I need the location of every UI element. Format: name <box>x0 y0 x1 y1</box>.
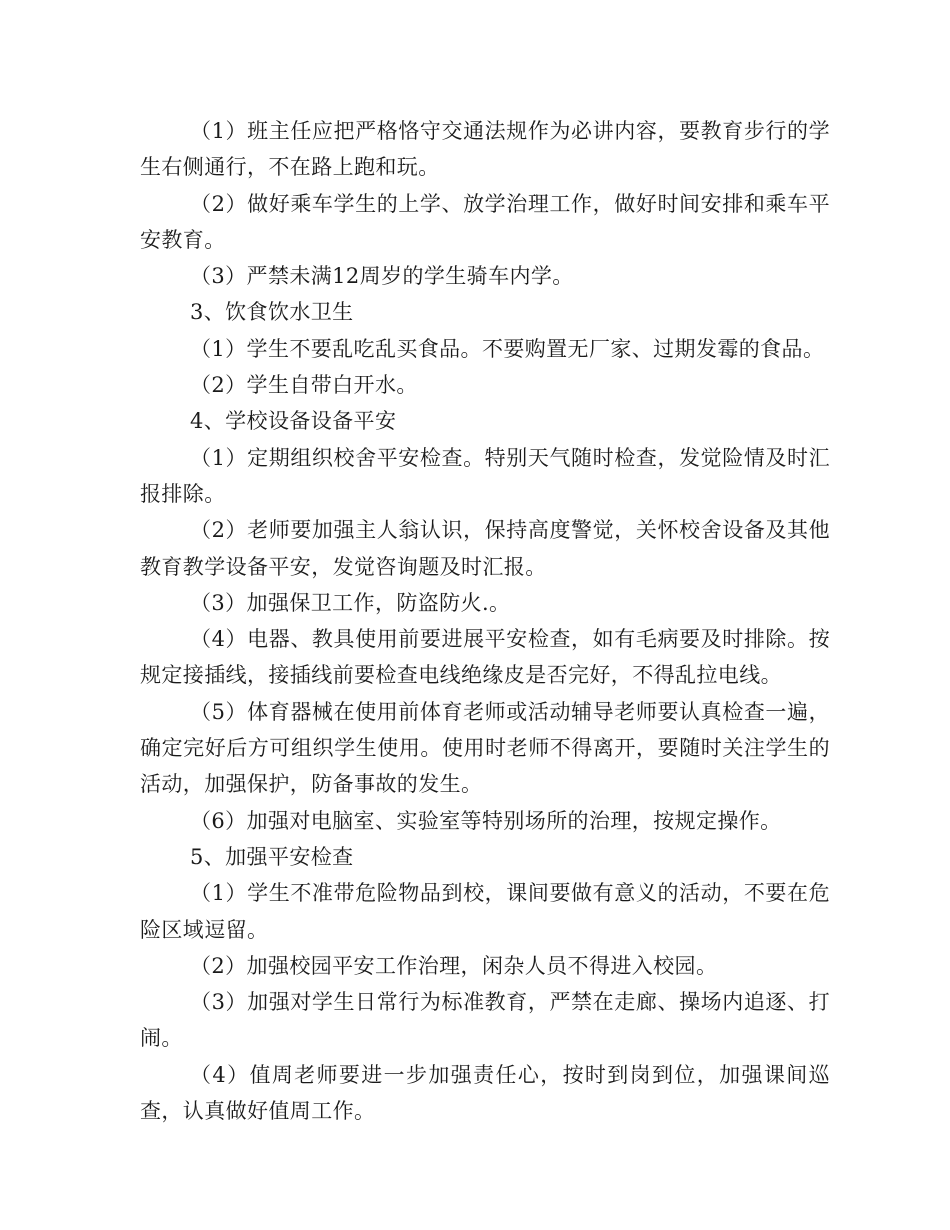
paragraph: （3）加强保卫工作，防盗防火.。 <box>190 590 511 615</box>
paragraph: （1）学生不要乱吃乱买食品。不要购置无厂家、过期发霉的食品。 <box>190 336 825 361</box>
paragraph: （6）加强对电脑室、实验室等特别场所的治理，按规定操作。 <box>190 808 782 833</box>
document-body <box>140 113 830 1129</box>
paragraph: （2）加强校园平安工作治理，闲杂人员不得进入校园。 <box>190 953 718 978</box>
paragraph: （2）学生自带白开水。 <box>190 373 418 398</box>
paragraph: （5）体育器械在使用前体育老师或活动辅导老师要认真检查一遍，确定完好后方可组织学生使用。使用时老师不得离开，要随时关注学生的活动，加强保护，防备事故的发生。 <box>140 699 830 797</box>
section-heading: 3、饮食饮水卫生 <box>190 300 354 325</box>
paragraph: （1）定期组织校舍平安检查。特别天气随时检查，发觉险情及时汇报排除。 <box>140 445 830 506</box>
section-heading: 4、学校设备设备平安 <box>190 409 397 434</box>
paragraph: （2）老师要加强主人翁认识，保持高度警觉，关怀校舍设备及其他教育教学设备平安，发觉咨询题及时汇报。 <box>140 518 830 579</box>
paragraph: （3）严禁未满12周岁的学生骑车内学。 <box>190 264 574 289</box>
paragraph: （1）班主任应把严格恪守交通法规作为必讲内容，要教育步行的学生右侧通行，不在路上跑和玩。 <box>140 119 830 180</box>
paragraph: （3）加强对学生日常行为标准教育，严禁在走廊、操场内追逐、打闹。 <box>140 990 830 1051</box>
paragraph: （2）做好乘车学生的上学、放学治理工作，做好时间安排和乘车平安教育。 <box>140 191 830 252</box>
paragraph: （4）电器、教具使用前要进展平安检查，如有毛病要及时排除。按规定接插线，接插线前要检查电线绝缘皮是否完好，不得乱拉电线。 <box>140 627 830 688</box>
paragraph: （1）学生不准带危险物品到校，课间要做有意义的活动，不要在危险区域逗留。 <box>140 881 830 942</box>
section-heading: 5、加强平安检查 <box>190 844 354 869</box>
paragraph: （4）值周老师要进一步加强责任心，按时到岗到位，加强课间巡查，认真做好值周工作。 <box>140 1062 830 1124</box>
